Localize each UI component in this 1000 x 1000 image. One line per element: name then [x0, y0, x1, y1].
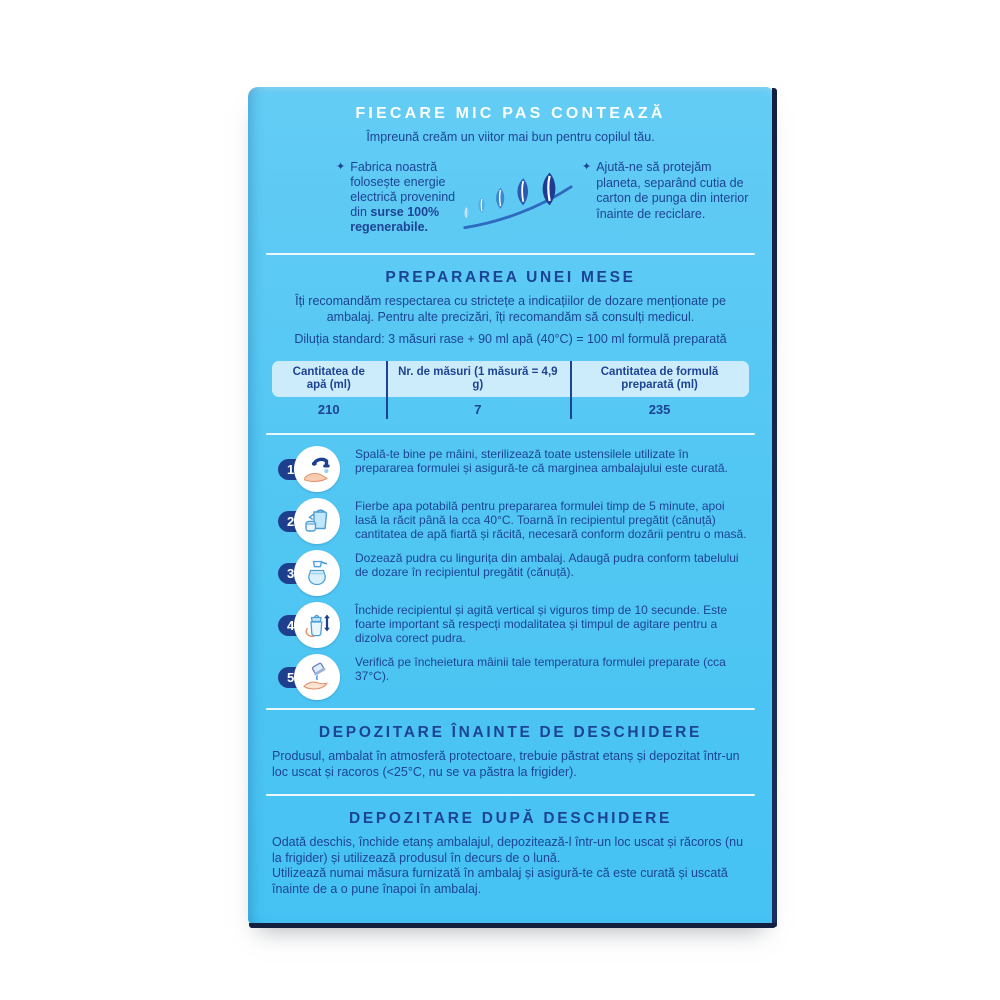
hand-washing-icon — [294, 446, 340, 492]
scoop-powder-icon — [294, 550, 340, 596]
step-row-3 — [272, 550, 749, 596]
panel-subtitle: Împreună creăm un viitor mai bun pentru copilul tău. — [366, 130, 655, 144]
boiling-kettle-icon — [294, 498, 340, 544]
step-number-badge: 1 — [278, 459, 312, 480]
section-divider — [266, 794, 755, 796]
preparation-heading: PREPARAREA UNEI MESE — [385, 269, 636, 286]
dilution-standard-line: Diluția standard: 3 măsuri rase + 90 ml apă (40°C) = 100 ml formulă preparată — [294, 332, 727, 346]
step-3-icon-cluster — [272, 550, 340, 596]
dosing-table — [272, 361, 749, 419]
eco-claim-left-bold: surse 100% regenerabile. — [350, 205, 440, 234]
dosing-header-water: Cantitatea de apă (ml) — [292, 365, 365, 391]
shake-cup-icon — [294, 602, 340, 648]
dosing-header-formula: Cantitatea de formulă preparată (ml) — [600, 365, 719, 391]
table-column-divider — [386, 361, 388, 419]
eco-claim-left-text — [350, 160, 458, 235]
step-row-2 — [272, 498, 749, 544]
storage-before-text: Produsul, ambalat în atmosferă protectoare, trebuie păstrat etanș și depozitat într-un loc uscat și racoros (<25°C, nu se va păstra la frigider). — [272, 749, 740, 779]
panel-title: FIECARE MIC PAS CONTEAZĂ — [355, 105, 666, 122]
formula-box-back-panel — [248, 87, 773, 924]
sparkle-bullet-icon: ✦ — [582, 161, 592, 173]
step-4-text: Închide recipientul și agită vertical și viguros timp de 10 secunde. Este foarte important să respecți modalitatea și timpul de agitare pentru a dizolva corect pudra. — [355, 603, 728, 645]
wrist-temperature-icon — [294, 654, 340, 700]
eco-claims-row — [272, 160, 749, 239]
storage-after-heading: DEPOZITARE DUPĂ DESCHIDERE — [348, 810, 673, 827]
storage-after-text — [272, 835, 749, 897]
step-5-text: Verifică pe încheietura mâinii tale temperatura formulei preparate (cca 37°C). — [355, 655, 726, 683]
section-divider — [266, 708, 755, 710]
section-divider — [266, 253, 755, 255]
step-row-4 — [272, 602, 749, 648]
dosing-table-value-row — [272, 398, 749, 419]
step-number-badge: 4 — [278, 615, 312, 636]
step-3-text: Dozează pudra cu lingurița din ambalaj. Adaugă pudra conform tabelului de dozare în recipientul pregătit (cănuță). — [355, 551, 739, 579]
step-number-badge: 2 — [278, 511, 312, 532]
step-row-1 — [272, 446, 749, 492]
section-divider — [266, 433, 755, 435]
sparkle-bullet-icon: ✦ — [336, 161, 346, 173]
step-1-text: Spală-te bine pe mâini, sterilizează toate ustensilele utilizate în prepararea formulei și asigură-te că marginea ambalajului este curată. — [355, 447, 728, 475]
eco-claim-right-text: Ajută-ne să protejăm planeta, separând cutia de carton de punga din interior înainte de reciclare. — [596, 160, 749, 221]
storage-after-paragraph-1: Odată deschis, închide etanș ambalajul, depozitează-l într-un loc uscat și răcoros (nu la frigider) și utilizează produsul în decurs de o lună. — [272, 835, 744, 865]
dosing-value-water: 210 — [317, 402, 340, 417]
step-number-badge: 3 — [278, 563, 312, 584]
step-2-icon-cluster — [272, 498, 340, 544]
step-number-badge: 5 — [278, 667, 312, 688]
dosing-header-scoops: Nr. de măsuri (1 măsură = 4,9 g) — [398, 365, 558, 391]
dosing-value-scoops: 7 — [474, 402, 482, 417]
storage-after-paragraph-2: Utilizează numai măsura furnizată în ambalaj și asigură-te că este curată și uscată înainte de a o pune înapoi în ambalaj. — [272, 866, 728, 896]
preparation-steps — [272, 446, 749, 700]
leaves-growth-logo-icon — [460, 172, 574, 239]
step-row-5 — [272, 654, 749, 700]
dosing-value-formula: 235 — [648, 402, 671, 417]
step-1-icon-cluster — [272, 446, 340, 492]
panel-content — [248, 87, 773, 924]
step-5-icon-cluster — [272, 654, 340, 700]
step-4-icon-cluster — [272, 602, 340, 648]
eco-claim-left — [336, 160, 458, 235]
preparation-intro: Îți recomandăm respectarea cu strictețe a indicațiilor de dozare menționate pe ambalaj. Pentru alte precizări, îți recomandăm să consulți medicul. — [295, 294, 726, 324]
eco-claim-left-normal: Fabrica noastră folosește energie electrică provenind din — [350, 160, 456, 219]
step-2-text: Fierbe apa potabilă pentru prepararea formulei timp de 5 minute, apoi lasă la răcit până la cca 40°C. Toarnă în recipientul pregătit (cănuță) cantitatea de apă fiartă și răcită, necesară conform dozării pentru o masă. — [355, 499, 747, 541]
dosing-table-header-row — [272, 361, 749, 397]
storage-before-heading: DEPOZITARE ÎNAINTE DE DESCHIDERE — [318, 724, 703, 741]
eco-claim-right — [582, 160, 749, 222]
table-column-divider — [570, 361, 572, 419]
